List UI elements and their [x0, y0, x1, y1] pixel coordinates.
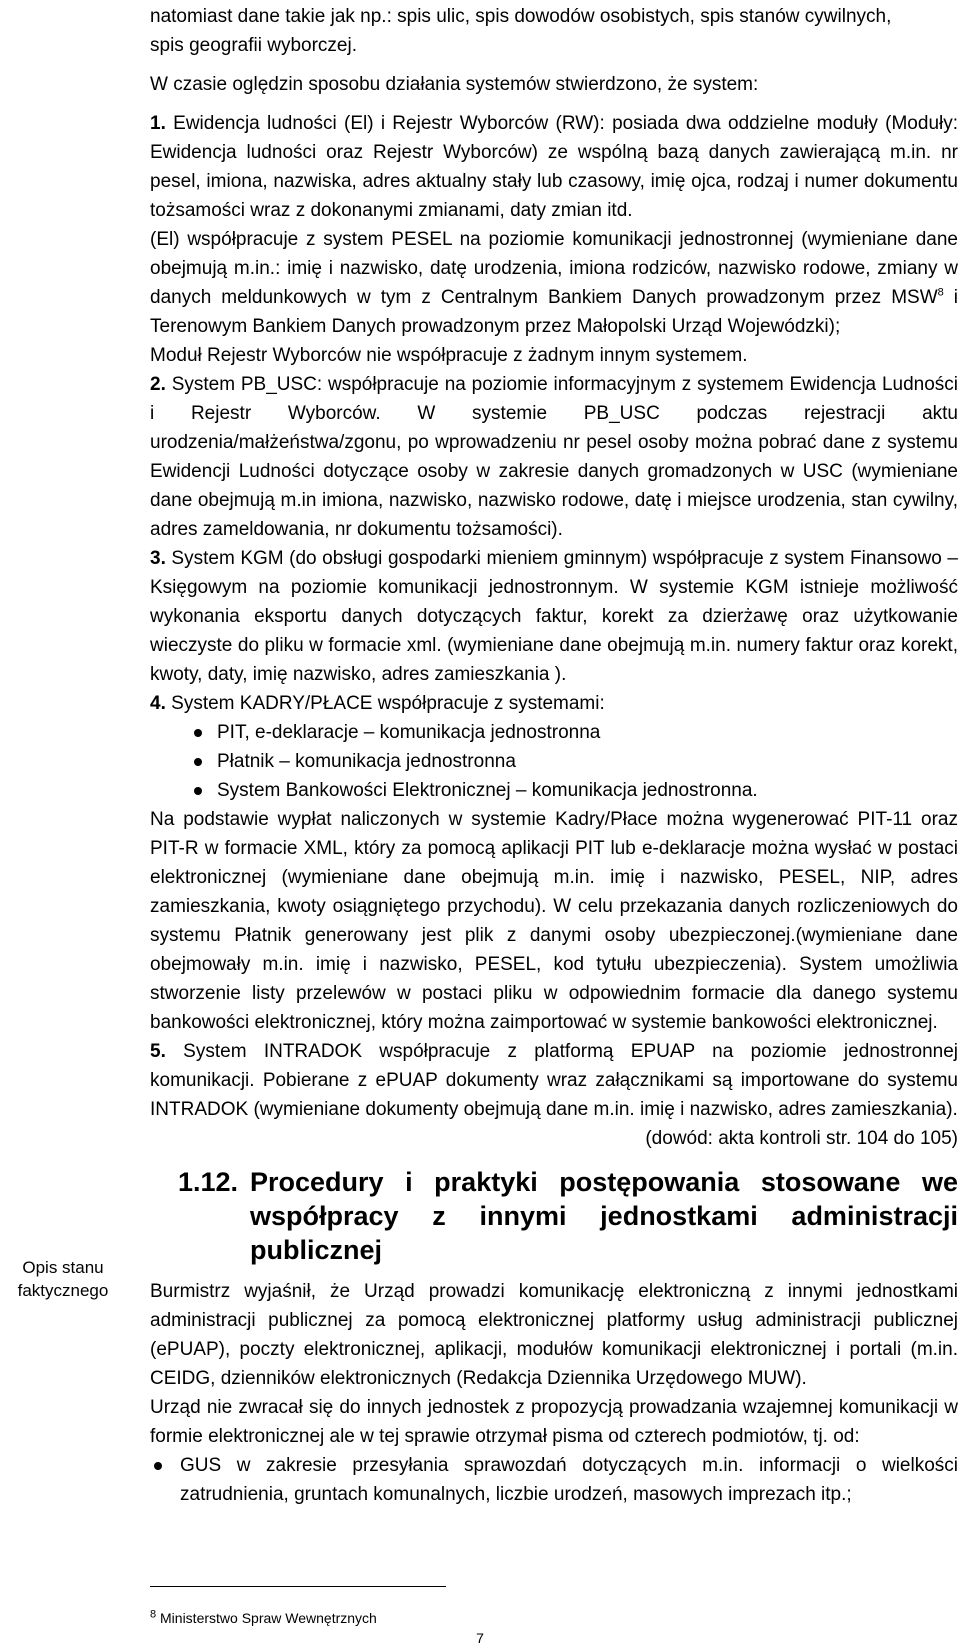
heading-word: praktyki	[434, 1167, 538, 1197]
item-4-text: System KADRY/PŁACE współpracuje z systemami:	[171, 693, 605, 714]
body-paragraph-2: Urząd nie zwracał się do innych jednostek z propozycją prowadzania wzajemnej komunikacji w formie elektronicznej ale w tej sprawie otrzymał pisma od czterech podmiotów, tj. od:	[150, 1397, 958, 1447]
item-3-text: System KGM (do obsługi gospodarki mieniem gminnym) współpracuje z system Finansowo – Księgowym na poziomie komunikacji jednostronnym. W systemie KGM istnieje możliwość wykonania eksportu danych dotyczących faktur, korekt za dzierżawę oraz użytkowanie wieczyste do pliku w formacie xml. (wymieniane dane obejmują m.in. numery faktur oraz korekt, kwoty, daty, imię nazwisko, adres zamieszkania ).	[150, 548, 958, 685]
item-2	[150, 370, 958, 544]
margin-label	[0, 1256, 126, 1302]
list-item: System Bankowości Elektronicznej – komunikacja jednostronna.	[150, 776, 958, 805]
heading-word: postępowania	[559, 1167, 740, 1197]
footnote-number: 8	[150, 1608, 157, 1621]
item-2-text: System PB_USC: współpracuje na poziomie informacyjnym z systemem Ewidencja Ludności i Rejestr Wyborców. W systemie PB_USC podczas rejestracji aktu urodzenia/małżeństwa/zgonu, po wprowadzeniu nr pesel osoby można pobrać dane z systemu Ewidencji Ludności dotyczące osoby w zakresie danych gromadzonych w USC (wymieniane dane obejmują m.in imiona, nazwisko, nazwisko rodowe, datę i miejsce urodzenia, stan cywilny, adres zameldowania, nr dokumentu tożsamości).	[150, 374, 959, 540]
heading-word: we	[921, 1167, 958, 1197]
item-5-number: 5.	[150, 1041, 166, 1062]
body-bullets	[150, 1451, 958, 1509]
item-1-pesel-text-b: i Terenowym Bankiem Danych prowadzonym przez Małopolski Urząd Wojewódzki);	[150, 287, 959, 337]
list-item: PIT, e-deklaracje – komunikacja jednostronna	[150, 718, 958, 747]
footnote-separator	[150, 1586, 446, 1587]
section-heading	[178, 1165, 958, 1267]
main-text	[150, 2, 958, 1509]
heading-word: Procedury	[250, 1167, 384, 1197]
footnote	[150, 1610, 377, 1626]
margin-label-line2: faktycznego	[17, 1281, 109, 1300]
list-item: Płatnik – komunikacja jednostronna	[150, 747, 958, 776]
item-4-after: Na podstawie wypłat naliczonych w systemie Kadry/Płace można wygenerować PIT-11 oraz PIT-R w formacie XML, który za pomocą aplikacji PIT lub e-deklaracje można wysłać w postaci elektronicznej (wymieniane dane obejmują m.in. imię i nazwisko, PESEL, NIP, adres zamieszkania, kwoty osiągniętego przychodu). W celu przekazania danych rozliczeniowych do systemu Płatnik generowany jest plik z danymi osoby ubezpieczonej.(wymieniane dane obejmowały m.in. imię i nazwisko, PESEL, kod tytułu ubezpieczenia). System umożliwia stworzenie listy przelewów w postaci pliku w odpowiednim formacie dla danego systemu bankowości elektronicznej, który można zaimportować w systemie bankowości elektronicznej.	[150, 809, 958, 1033]
heading-word: i	[405, 1167, 413, 1197]
item-3-number: 3.	[150, 548, 166, 569]
evidence-note: (dowód: akta kontroli str. 104 do 105)	[645, 1128, 958, 1149]
body-paragraph-1: Burmistrz wyjaśnił, że Urząd prowadzi komunikację elektroniczną z innymi jednostkami administracji publicznej za pomocą elektronicznej platformy usług administracji publicznej (ePUAP), poczty elektronicznej, aplikacji, modułów komunikacji elektronicznej i portali (m.in. CEIDG, dzienników elektronicznych (Redakcja Dziennika Urzędowego MUW).	[150, 1281, 958, 1389]
footnote-ref[interactable]: 8	[937, 286, 944, 299]
item-1-rw: Moduł Rejestr Wyborców nie współpracuje z żadnym innym systemem.	[150, 345, 748, 366]
section-number: 1.12.	[178, 1167, 239, 1197]
item-1-number: 1.	[150, 113, 166, 134]
section-heading-line2: współpracy z innymi jednostkami administracji publicznej	[250, 1201, 958, 1265]
item-3	[150, 544, 958, 689]
item-1-pesel-text: (El) współpracuje z system PESEL na poziomie komunikacji jednostronnej (wymieniane dane obejmują m.in.: imię i nazwisko, datę urodzenia, imiona rodziców, nazwisko rodowe, zmiany w danych meldunkowych w tym z Centralnym Bankiem Danych prowadzonym przez MSW	[150, 229, 958, 308]
item-4	[150, 689, 958, 718]
footnote-text: Ministerstwo Spraw Wewnętrznych	[160, 1610, 377, 1626]
item-1	[150, 109, 958, 225]
item-5	[150, 1037, 958, 1124]
list-item: GUS w zakresie przesyłania sprawozdań dotyczących m.in. informacji o wielkości zatrudnienia, gruntach komunalnych, liczbie urodzeń, masowych imprezach itp.;	[150, 1451, 958, 1509]
intro-line-2: spis geografii wyborczej.	[150, 35, 357, 56]
item-5-text: System INTRADOK współpracuje z platformą EPUAP na poziomie jednostronnej komunikacji. Pobierane z ePUAP dokumenty wraz załącznikami są importowane do systemu INTRADOK (wymieniane dokumenty obejmują dane m.in. imię i nazwisko, adres zamieszkania).	[150, 1041, 959, 1120]
intro-line-3: W czasie oględzin sposobu działania systemów stwierdzono, że system:	[150, 74, 759, 95]
item-4-bullets	[150, 718, 958, 805]
section-heading-line1	[178, 1165, 958, 1199]
intro-line-1: natomiast dane takie jak np.: spis ulic, spis dowodów osobistych, spis stanów cywilnych,	[150, 6, 892, 27]
margin-label-line1: Opis stanu	[22, 1258, 104, 1277]
item-2-number: 2.	[150, 374, 166, 395]
page-number: 7	[476, 1630, 484, 1646]
item-1-text: Ewidencja ludności (El) i Rejestr Wyborców (RW): posiada dwa oddzielne moduły (Moduły: Ewidencja ludności oraz Rejestr Wyborców) ze wspólną bazą danych zawierającą m.in. nr pesel, imiona, nazwiska, adres aktualny stały lub czasowy, imię ojca, rodzaj i numer dokumentu tożsamości wraz z dokonanymi zmianami, daty zmian itd.	[150, 113, 959, 221]
heading-word: stosowane	[760, 1167, 901, 1197]
item-1-pesel	[150, 225, 958, 341]
item-4-number: 4.	[150, 693, 166, 714]
